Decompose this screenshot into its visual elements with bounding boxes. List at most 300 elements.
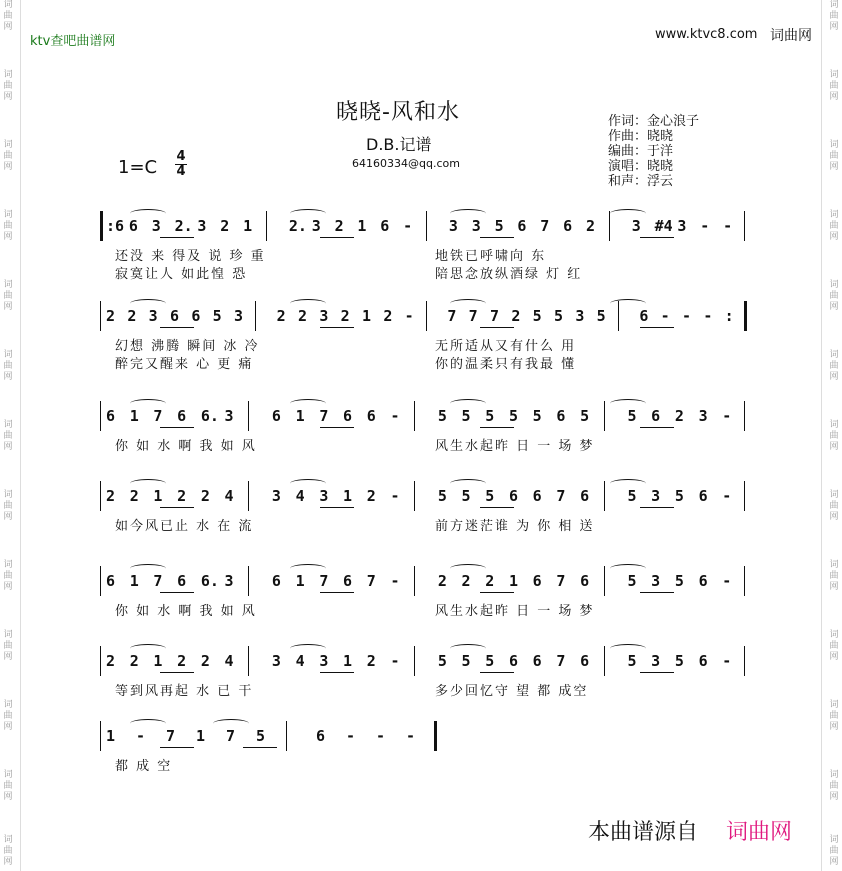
note: 2: [437, 572, 447, 590]
credit-arranger: 编曲：于洋: [608, 144, 674, 159]
lyric-line: 你 如 水 啊 我 如 风: [115, 439, 257, 454]
note: 5: [627, 487, 637, 505]
note: 2: [200, 487, 210, 505]
bar-line: [100, 481, 101, 511]
note: 6: [271, 572, 281, 590]
note: 6: [128, 217, 138, 235]
beam-underline: [320, 592, 354, 593]
beam-underline: [160, 327, 194, 328]
slur-mark: [290, 399, 326, 408]
note: 7: [366, 572, 376, 590]
slur-mark: [130, 644, 166, 653]
lyric-line: 幻想 沸腾 瞬间 冰 冷: [115, 339, 260, 354]
note: 6: [343, 407, 353, 425]
note: 3: [448, 217, 458, 235]
note: 5: [508, 407, 518, 425]
note: 2: [485, 572, 495, 590]
bar-line: [414, 481, 415, 511]
note: 2: [366, 652, 376, 670]
site-watermark-top-left: ktv查吧曲谱网: [30, 34, 116, 49]
note: -: [722, 572, 732, 590]
note: 5: [674, 652, 684, 670]
beam-underline: [640, 592, 674, 593]
beam-underline: [320, 237, 354, 238]
note: -: [723, 217, 733, 235]
score-row: [100, 205, 740, 245]
lyric-line: 都 成 空: [115, 759, 173, 774]
note: 7: [153, 407, 163, 425]
note: 1: [343, 652, 353, 670]
note: 1: [153, 487, 163, 505]
note: -: [404, 307, 414, 325]
note: 3: [224, 407, 234, 425]
note: 7: [319, 572, 329, 590]
bar-line: [100, 211, 103, 241]
note: 3: [197, 217, 207, 235]
bar-line: [744, 566, 745, 596]
note: 2: [511, 307, 521, 325]
note: 2: [200, 652, 210, 670]
slur-mark: [610, 299, 646, 308]
note: 6: [191, 307, 201, 325]
note: 6: [580, 572, 590, 590]
note: 6: [271, 407, 281, 425]
note: 2: [674, 407, 684, 425]
slur-mark: [290, 299, 326, 308]
note: 5: [494, 217, 504, 235]
beam-underline: [640, 237, 674, 238]
credit-harmony: 和声：浮云: [608, 174, 674, 189]
note: :: [724, 307, 734, 325]
bar-line: [744, 211, 745, 241]
note: -: [390, 652, 400, 670]
note: 1: [357, 217, 367, 235]
note: 6: [532, 572, 542, 590]
note: 2: [177, 652, 187, 670]
score-row: [100, 395, 740, 435]
beam-underline: [243, 747, 277, 748]
note: -: [700, 217, 710, 235]
slur-mark: [130, 479, 166, 488]
note: -: [390, 487, 400, 505]
bar-line: [100, 721, 101, 751]
score-row: [100, 475, 740, 515]
note: 6: [698, 652, 708, 670]
score-row: [100, 640, 740, 680]
note: 6: [106, 572, 116, 590]
bar-line: [426, 211, 427, 241]
beam-underline: [480, 237, 514, 238]
slur-mark: [130, 399, 166, 408]
side-watermark-right: 词 曲 网: [829, 770, 839, 802]
beam-underline: [320, 672, 354, 673]
note: -: [376, 727, 386, 745]
note: 6: [343, 572, 353, 590]
note: 3: [271, 487, 281, 505]
note: 2: [127, 307, 137, 325]
note: 1: [196, 727, 206, 745]
note: 3: [224, 572, 234, 590]
slur-mark: [290, 479, 326, 488]
note: -: [660, 307, 670, 325]
note: -: [136, 727, 146, 745]
note: 4: [295, 487, 305, 505]
note: 1: [295, 572, 305, 590]
beam-underline: [640, 507, 674, 508]
note: 7: [447, 307, 457, 325]
slur-mark: [450, 564, 486, 573]
note: 6: [508, 652, 518, 670]
side-watermark-left: 词 曲 网: [3, 280, 13, 312]
bar-line: [744, 646, 745, 676]
note: 6: [532, 652, 542, 670]
note: 5: [461, 652, 471, 670]
note: 5: [485, 487, 495, 505]
source-site-logo: 词曲网: [726, 820, 793, 845]
beam-underline: [480, 327, 514, 328]
site-name-watermark: 词曲网: [770, 28, 812, 44]
note: 6: [177, 572, 187, 590]
note: 1: [362, 307, 372, 325]
note: 2: [340, 307, 350, 325]
note: 5: [485, 407, 495, 425]
note: 5: [532, 407, 542, 425]
lyric-line: 风生水起昨 日 一 场 梦: [435, 604, 595, 619]
note: 2: [106, 307, 116, 325]
note: 5: [212, 307, 222, 325]
note: 3: [651, 652, 661, 670]
lyric-line: 等到风再起 水 已 干: [115, 684, 254, 699]
note: 5: [674, 572, 684, 590]
note: 3: [234, 307, 244, 325]
bar-line: [248, 566, 249, 596]
side-watermark-left: 词 曲 网: [3, 700, 13, 732]
note: -: [390, 407, 400, 425]
beam-underline: [480, 672, 514, 673]
note: 6: [177, 407, 187, 425]
lyric-line: 如今风已止 水 在 流: [115, 519, 254, 534]
slur-mark: [290, 209, 326, 218]
site-url-watermark: www.ktvc8.com: [655, 27, 758, 42]
note: 7: [540, 217, 550, 235]
note: 6: [580, 652, 590, 670]
bar-line: [604, 481, 605, 511]
bar-line: [434, 721, 437, 751]
lyric-line: 你的温柔只有我最 懂: [435, 357, 577, 372]
note: 4: [224, 487, 234, 505]
slur-mark: [610, 209, 646, 218]
slur-mark: [290, 644, 326, 653]
side-watermark-right: 词 曲 网: [829, 210, 839, 242]
bar-line: [255, 301, 256, 331]
time-signature: 4 4: [176, 149, 186, 179]
slur-mark: [130, 209, 166, 218]
credits-block: [608, 114, 699, 189]
note: 3: [575, 307, 585, 325]
note: 1: [129, 572, 139, 590]
side-watermark-left: 词 曲 网: [3, 560, 13, 592]
beam-underline: [320, 507, 354, 508]
note: 6: [580, 487, 590, 505]
bar-line: [100, 301, 101, 331]
credit-singer: 演唱：晓晓: [608, 159, 674, 174]
bar-line: [414, 646, 415, 676]
note: -: [406, 727, 416, 745]
beam-underline: [320, 327, 354, 328]
beam-underline: [480, 427, 514, 428]
note: 2: [334, 217, 344, 235]
score-row: [100, 560, 740, 600]
note: 3: [271, 652, 281, 670]
lyric-line: 你 如 水 啊 我 如 风: [115, 604, 257, 619]
beam-underline: [640, 672, 674, 673]
note: -: [722, 652, 732, 670]
note: 2.: [174, 217, 193, 235]
note: -: [390, 572, 400, 590]
note: 6: [556, 407, 566, 425]
bar-line: [100, 566, 101, 596]
note: 5: [485, 652, 495, 670]
note: 6: [517, 217, 527, 235]
slur-mark: [213, 719, 249, 728]
note: 5: [437, 652, 447, 670]
note: 2: [298, 307, 308, 325]
side-watermark-left: 词 曲 网: [3, 420, 13, 452]
slur-mark: [450, 399, 486, 408]
note: 1: [343, 487, 353, 505]
side-watermark-right: 词 曲 网: [829, 280, 839, 312]
note: 5: [627, 652, 637, 670]
note: :6: [106, 217, 125, 235]
bar-line: [604, 646, 605, 676]
side-watermark-right: 词 曲 网: [829, 700, 839, 732]
note: 5: [627, 407, 637, 425]
note: 3: [677, 217, 687, 235]
note: 7: [166, 727, 176, 745]
note: 5: [532, 307, 542, 325]
lyric-line: 陪思念放纵酒绿 灯 红: [435, 267, 583, 282]
note: 5: [596, 307, 606, 325]
bar-line: [266, 211, 267, 241]
note: 4: [295, 652, 305, 670]
key-signature: 1=C: [118, 157, 158, 178]
slur-mark: [610, 479, 646, 488]
note: 1: [153, 652, 163, 670]
lyric-line: 前方迷茫谁 为 你 相 送: [435, 519, 595, 534]
beam-underline: [640, 327, 674, 328]
lyric-line: 多少回忆守 望 都 成空: [435, 684, 589, 699]
beam-underline: [480, 507, 514, 508]
note: 2: [366, 487, 376, 505]
note: 2: [461, 572, 471, 590]
note: 3: [319, 307, 329, 325]
note: 6: [698, 572, 708, 590]
slur-mark: [450, 644, 486, 653]
song-title: 晓晓-风和水: [336, 100, 460, 125]
beam-underline: [160, 237, 194, 238]
side-watermark-right: 词 曲 网: [829, 560, 839, 592]
bar-line: [248, 481, 249, 511]
score-row: [100, 295, 740, 335]
slur-mark: [610, 644, 646, 653]
side-watermark-left: 词 曲 网: [3, 140, 13, 172]
bar-line: [744, 481, 745, 511]
note: 6.: [200, 572, 219, 590]
side-watermark-left: 词 曲 网: [3, 70, 13, 102]
note: 2: [129, 487, 139, 505]
note: 6: [170, 307, 180, 325]
slur-mark: [130, 719, 166, 728]
note: 5: [437, 407, 447, 425]
note: 7: [490, 307, 500, 325]
side-watermark-left: 词 曲 网: [3, 210, 13, 242]
slur-mark: [610, 399, 646, 408]
note: 7: [226, 727, 236, 745]
bar-line: [414, 401, 415, 431]
transcriber: D.B.记谱: [366, 135, 432, 154]
source-label: 本曲谱源自: [588, 820, 699, 845]
beam-underline: [160, 592, 194, 593]
note: 5: [437, 487, 447, 505]
contact-email: 64160334@qq.com: [352, 157, 460, 170]
note: 5: [256, 727, 266, 745]
note: -: [703, 307, 713, 325]
lyric-line: 风生水起昨 日 一 场 梦: [435, 439, 595, 454]
note: 3: [319, 487, 329, 505]
note: 5: [627, 572, 637, 590]
note: #4: [654, 217, 673, 235]
lyric-line: 地铁已呼啸向 东: [435, 249, 547, 264]
note: 6: [366, 407, 376, 425]
note: 7: [556, 487, 566, 505]
bar-line: [426, 301, 427, 331]
note: -: [682, 307, 692, 325]
bar-line: [248, 401, 249, 431]
bar-line: [604, 566, 605, 596]
note: 6.: [200, 407, 219, 425]
note: 3: [631, 217, 641, 235]
note: 6: [698, 487, 708, 505]
note: 3: [651, 487, 661, 505]
note: 2: [276, 307, 286, 325]
note: 3: [471, 217, 481, 235]
bar-line: [744, 301, 747, 331]
side-watermark-right: 词 曲 网: [829, 420, 839, 452]
slur-mark: [450, 209, 486, 218]
lyric-line: 醉完又醒来 心 更 痛: [115, 357, 254, 372]
bar-line: [744, 401, 745, 431]
note: 6: [106, 407, 116, 425]
beam-underline: [160, 747, 194, 748]
note: 1: [129, 407, 139, 425]
note: 2: [177, 487, 187, 505]
bar-line: [100, 401, 101, 431]
side-watermark-right: 词 曲 网: [829, 0, 839, 32]
note: 6: [651, 407, 661, 425]
side-watermark-left: 词 曲 网: [3, 770, 13, 802]
beam-underline: [160, 507, 194, 508]
note: 3: [311, 217, 321, 235]
credit-lyricist: 作词：金心浪子: [608, 114, 700, 129]
side-watermark-left: 词 曲 网: [3, 350, 13, 382]
slur-mark: [610, 564, 646, 573]
bar-line: [100, 646, 101, 676]
lyric-line: 还没 来 得及 说 珍 重: [115, 249, 266, 264]
slur-mark: [450, 479, 486, 488]
side-watermark-left: 词 曲 网: [3, 630, 13, 662]
bar-line: [604, 401, 605, 431]
note: 2: [586, 217, 596, 235]
note: 2: [220, 217, 230, 235]
bar-line: [286, 721, 287, 751]
note: 7: [556, 652, 566, 670]
side-watermark-right: 词 曲 网: [829, 835, 839, 867]
note: 7: [319, 407, 329, 425]
slur-mark: [450, 299, 486, 308]
note: 7: [468, 307, 478, 325]
lyric-line: 无所适从又有什么 用: [435, 339, 577, 354]
note: 5: [554, 307, 564, 325]
side-watermark-right: 词 曲 网: [829, 490, 839, 522]
note: 2.: [288, 217, 307, 235]
note: 6: [639, 307, 649, 325]
slur-mark: [130, 564, 166, 573]
side-watermark-right: 词 曲 网: [829, 140, 839, 172]
note: 1: [295, 407, 305, 425]
note: 4: [224, 652, 234, 670]
note: -: [722, 407, 732, 425]
note: -: [722, 487, 732, 505]
note: 6: [508, 487, 518, 505]
side-watermark-left: 词 曲 网: [3, 490, 13, 522]
note: 2: [106, 652, 116, 670]
side-watermark-left: 词 曲 网: [3, 0, 13, 32]
note: 1: [243, 217, 253, 235]
note: 3: [698, 407, 708, 425]
note: 6: [532, 487, 542, 505]
note: 7: [556, 572, 566, 590]
note: -: [403, 217, 413, 235]
slur-mark: [130, 299, 166, 308]
note: 2: [106, 487, 116, 505]
note: 6: [380, 217, 390, 235]
note: 1: [106, 727, 116, 745]
beam-underline: [160, 427, 194, 428]
note: 3: [151, 217, 161, 235]
note: 3: [319, 652, 329, 670]
bar-line: [248, 646, 249, 676]
note: 2: [129, 652, 139, 670]
note: 5: [580, 407, 590, 425]
beam-underline: [160, 672, 194, 673]
note: 5: [461, 487, 471, 505]
lyric-line: 寂寞让人 如此惶 恐: [115, 267, 248, 282]
score-row: [100, 715, 740, 755]
side-watermark-right: 词 曲 网: [829, 350, 839, 382]
note: 1: [508, 572, 518, 590]
note: 5: [674, 487, 684, 505]
note: 6: [563, 217, 573, 235]
side-watermark-left: 词 曲 网: [3, 835, 13, 867]
note: 6: [316, 727, 326, 745]
beam-underline: [480, 592, 514, 593]
beam-underline: [320, 427, 354, 428]
note: 7: [153, 572, 163, 590]
credit-composer: 作曲：晓晓: [608, 129, 674, 144]
side-watermark-right: 词 曲 网: [829, 630, 839, 662]
note: 3: [651, 572, 661, 590]
note: 3: [148, 307, 158, 325]
